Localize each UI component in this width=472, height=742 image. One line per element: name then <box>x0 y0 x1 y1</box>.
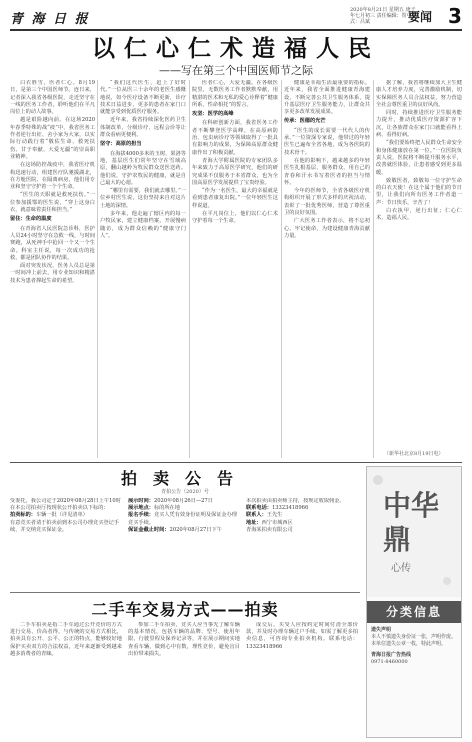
decorative-dot <box>373 475 383 485</box>
article-paragraph: 在他的影响下，越来越多的年轻医生扎根基层、服务群众，用自己的青春和汗水书写着医者的担当与情怀。 <box>284 157 370 186</box>
auction-line <box>128 527 240 534</box>
ad-banner-calligraphy: 中华 鼎 <box>383 489 440 556</box>
headline: 以仁心仁术造福人民 <box>92 36 380 62</box>
used-car-paragraph: 成交后，买受人应按约定时间付清全部价款，并及时办理车辆过户手续。如需了解更多拍卖信息，可咨询专业拍卖机构。联系电话：13323418966 <box>246 622 358 650</box>
article-paragraph: 白衣胜雪，医者仁心。8月19日，是第三个中国医师节。连日来，记者深入我省各级医院，走近坚守在一线的医务工作者，聆听他们在平凡岗位上的动人故事。 <box>10 80 95 116</box>
article-column-2 <box>100 80 186 458</box>
auction-field-label: 展示时间： <box>128 498 154 504</box>
auction-field-label: 报名手续： <box>128 512 154 519</box>
column-divider <box>281 80 282 458</box>
auction-field-value: 标的所在地 <box>153 505 180 512</box>
article-paragraph: 在青海省人民医院急诊科，医护人员24小时坚守在急救一线，与时间赛跑，从死神手中抢回一个又一个生命。科室主任说，每一次成功的抢救，都是团队协作的结果。 <box>10 225 95 261</box>
article-paragraph: 多年来，他走遍了辖区内的每一户牧民家，建立健康档案，开展慢病随访，成为群众信赖的“健康守门人”。 <box>100 211 186 239</box>
article-paragraph: 今年的医师节，全省各级医疗机构组织开展了形式多样的庆祝活动，表彰了一批优秀医师，营造了尊医重卫的良好氛围。 <box>284 188 370 217</box>
auction-line <box>10 520 122 534</box>
article-paragraph: 在平凡岗位上，他们以仁心仁术守护着每一个生命。 <box>192 211 278 225</box>
auction-line <box>128 512 240 526</box>
article-paragraph: 越是艰险越向前。在这场2020年春季特殊的战“疫”中，我省医务工作者逆行出征、舍小家为大家，以实际行动践行着“敬佑生命、救死扶伤、甘于奉献、大爱无疆”的崇高职业精神。 <box>10 117 95 160</box>
issue-info: 2020年8月21日 星期五 庚子年七月初三 责任编辑：贺中 版式：吕斌 <box>350 7 419 25</box>
ad-banner-image <box>367 467 461 597</box>
classified-line: 遗失声明 <box>371 627 392 633</box>
article-column-5 <box>376 80 462 458</box>
article-column-1 <box>10 80 95 458</box>
used-car-paragraph: 参加二手车拍卖，竞买人应当事先了解车辆的基本情况，包括车辆的品牌、型号、使用年限、行驶里程及保养记录等，并在展示期间实地查看车辆，做到心中有数，理性竞价，避免盲目出价带来损失。 <box>128 622 240 657</box>
article-paragraph: 健康是幸福生活最重要的指标。近年来，我省全面推进健康青海建设，不断完善公共卫生服务体系，提升基层医疗卫生服务能力，让群众共享更多改革发展成果。 <box>284 80 370 116</box>
section-divider <box>10 462 462 463</box>
page-number: 3 <box>448 4 462 28</box>
used-car-divider <box>10 592 360 593</box>
used-car-column-2 <box>128 622 240 737</box>
auction-field-label: 展示地点： <box>128 505 154 512</box>
auction-field-value: 本次拍卖由拍卖师主持，按规定收取佣金。 <box>246 498 345 504</box>
classified-body <box>371 627 457 666</box>
decorative-dot <box>443 577 451 585</box>
section-subheading: 坚守：高原的担当 <box>100 141 142 148</box>
used-car-column-3 <box>246 622 358 737</box>
classified-header: 分类信息 <box>367 601 461 623</box>
article-column-4 <box>284 80 370 458</box>
article-paragraph: “作为一名医生，最大的幸福就是看到患者康复出院。”一位年轻医生这样说道。 <box>192 188 278 209</box>
auction-column-2 <box>128 498 240 590</box>
newspaper-name: 青 海 日 报 <box>10 12 90 27</box>
ad-banner-subtext: 心传 <box>391 563 411 574</box>
article-paragraph: “医生的成长需要一代代人的传承。”一位资深专家说，他带过的年轻医生已遍布全省各地，成为各医院的技术骨干。 <box>284 127 370 156</box>
article-paragraph: 同时，持续推进医疗卫生服务能力提升，推动优质医疗资源扩容下沉，让各族群众在家门口就能看得上病、看得好病。 <box>376 110 462 139</box>
classified-line: 本单位遗失公章一枚，特此声明。 <box>371 641 447 647</box>
auction-field-value: 西宁市城西区 <box>261 519 293 526</box>
classified-line: 0971-8460000 <box>371 659 408 665</box>
auction-field-value: 青海某拍卖有限公司 <box>246 526 293 533</box>
article-column-3 <box>192 80 278 458</box>
article-paragraph: 在海拔4000多米的玉树、果洛等地，基层医生们常年坚守在雪域高原，翻山越岭为牧民群众送医送药。他们说，守护农牧民的健康，就是自己最大的心愿。 <box>100 150 186 186</box>
auction-field-label: 保证金截止时间： <box>128 526 170 533</box>
article-paragraph: 白衣执甲，逆行出征；仁心仁术，造福人民。 <box>376 208 462 222</box>
auction-number: 青拍公告（2020）号 <box>161 489 209 495</box>
section-subheading: 攻坚：医学的高峰 <box>192 111 234 118</box>
auction-line <box>10 498 122 512</box>
column-divider <box>97 80 98 458</box>
article-paragraph: “我们要始终把人民群众生命安全和身体健康放在第一位。”一位医院负责人说，医院将不断提升服务水平，改善就医体验，让患者感受到更多温暖。 <box>376 140 462 176</box>
auction-field-value: 受委托，我公司定于2020年08月28日上午10时在本公司拍卖厅按现状公开拍卖以下标的： <box>10 498 121 512</box>
column-divider <box>189 80 190 458</box>
auction-field-label: 地址： <box>246 519 262 526</box>
auction-field-label: 联系人： <box>246 512 267 519</box>
auction-field-value: 有意竞买者请于拍卖前到本公司办理竞买登记手续，并交纳竞买保证金。 <box>10 519 119 533</box>
section-subheading: 传承：医德的光芒 <box>284 118 326 125</box>
article-paragraph: “医生的天职就是救死扶伤。”一位参加援鄂的医生说，“穿上这身白衣，就意味着责任和担当。” <box>10 192 95 214</box>
article-paragraph: 在科研创新方面，我省医务工作者不断攀登医学高峰，在高原病防治、包虫病诊疗等领域取得了一批具有影响力的成果，为保障高原群众健康作出了积极贡献。 <box>192 120 278 156</box>
classified-line: 本人不慎遗失身份证一张，声明作废。 <box>371 634 457 640</box>
masthead <box>10 6 462 28</box>
section-subheading: 留住：生命的温度 <box>10 216 52 223</box>
auction-field-value: 2020年08月27日下午 <box>169 526 222 533</box>
auction-field-value: 13323418966 <box>271 505 309 512</box>
used-car-paragraph: 二手车拍卖是指二手车通过公开竞价的方式进行交易，价高者得。与传统的交易方式相比，拍卖具有公开、公平、公正的特点，能够较好地保护买卖双方的合法权益，近年来逐渐受到越来越多消费者的青睐。 <box>10 622 122 657</box>
article-paragraph: 医者仁心，大爱无疆。在各级医院里，无数医务工作者默默奉献，用精湛的医术和无私的爱心诠释着“健康所系，性命相托”的誓言。 <box>192 80 278 108</box>
used-car-column-1 <box>10 622 122 737</box>
used-car-title: 二手车交易方式——拍卖 <box>91 600 279 619</box>
auction-line <box>246 512 358 519</box>
article-paragraph: 近年来，我省持续深化医药卫生体制改革，分级诊疗、远程会诊等让群众看病更便利。 <box>100 117 186 139</box>
article-byline: （新华社北京8月19日电） <box>384 451 444 457</box>
classified-line: 青海日报广告热线 <box>371 652 412 658</box>
auction-column-3 <box>246 498 358 590</box>
article-paragraph: 广大医务工作者表示，将不忘初心、牢记使命，为建设健康青海贡献力量。 <box>284 218 370 239</box>
auction-field-value: 车辆一批（详见清单） <box>35 512 88 519</box>
article-paragraph: 致敬医者，致敬每一位守护生命的白衣天使！在这个属于他们的节日里，让我们向所有医务工作者道一声：节日快乐，辛苦了！ <box>376 177 462 206</box>
auction-line <box>246 520 358 527</box>
auction-field-value: 竞买人凭有效身份证明及保证金办理竞买手续。 <box>128 512 237 526</box>
auction-line <box>10 512 122 519</box>
auction-field-value: 2020年08月26日—27日 <box>153 498 213 504</box>
article-paragraph: 面对突发状况，医务人员总是第一时间冲上前去，用专业知识和精湛技术为患者撑起生命的希望。 <box>10 263 95 284</box>
auction-field-label: 联系电话： <box>246 505 272 512</box>
classified-ad-column <box>366 466 462 738</box>
auction-line <box>246 527 358 534</box>
article-paragraph: “哪里有需要，我们就去哪里。”一位乡村医生说，这份坚持来自对这片土地的深情。 <box>100 188 186 209</box>
column-divider <box>373 80 374 458</box>
auction-title: 拍卖公告 <box>120 469 249 488</box>
subheadline: ——写在第三个中国医师节之际 <box>159 64 313 77</box>
auction-column-1 <box>10 498 122 590</box>
article-paragraph: 青海大学附属医院的专家团队多年来致力于高原医学研究，他们的研究成果不仅服务于本省群众，也为全国高原医学发展提供了宝贵经验。 <box>192 157 278 186</box>
article-paragraph: 在这场防控战疫中，我省医疗机构迅速行动，组建医疗队驰援湖北，在方舱医院、在隔离病房，他们用专业和坚守守护着一个个生命。 <box>10 162 95 191</box>
section-name: 要闻 <box>408 10 433 24</box>
auction-field-label: 拍卖标的： <box>10 512 36 519</box>
article-paragraph: “我们这代医生，赶上了好时代。”一位从医三十余年的老医生感慨地说，如今医疗设备不断更新，诊疗技术日益进步，更多的患者在家门口就能享受到优质医疗服务。 <box>100 80 186 116</box>
article-paragraph: 据了解，我省将继续加大卫生健康人才培养力度，完善激励机制，切实保障医务人员合法权益，努力营造全社会尊医重卫的良好风尚。 <box>376 80 462 108</box>
auction-field-value: 王先生 <box>266 512 283 519</box>
